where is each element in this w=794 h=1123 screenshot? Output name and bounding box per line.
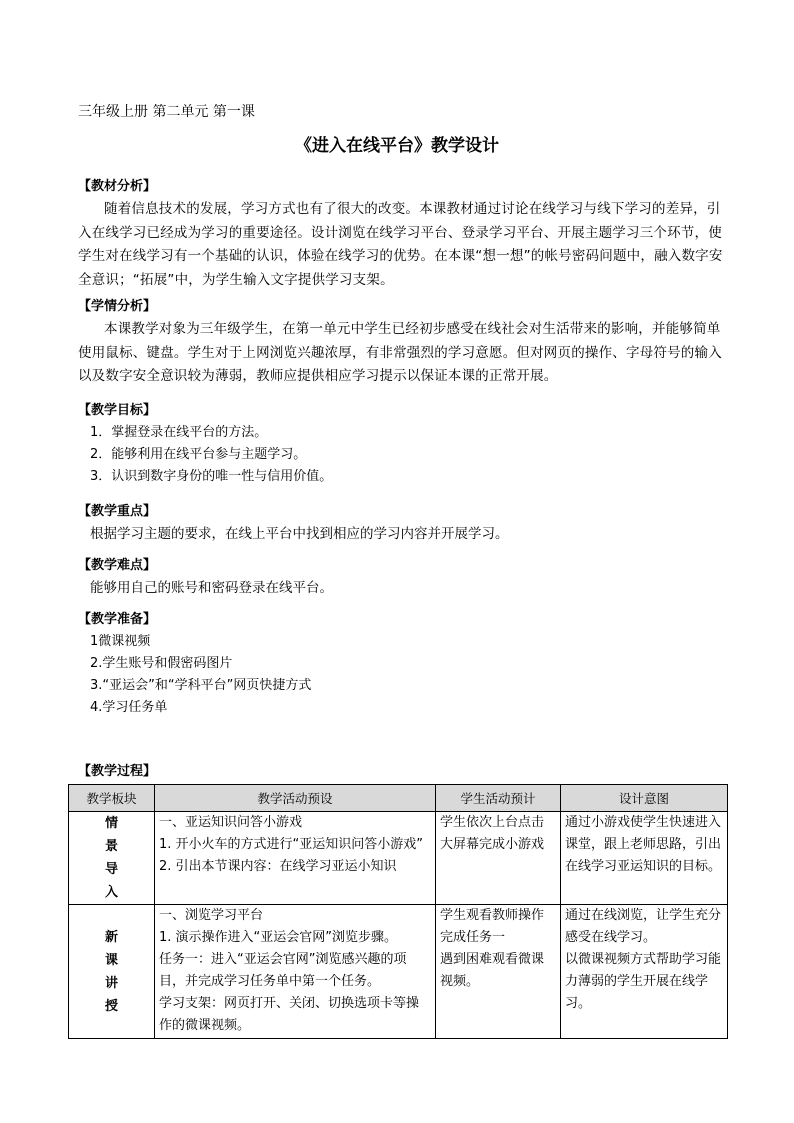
activity-line: 一、浏览学习平台 [159, 908, 264, 923]
list-item: 3.“亚运会”和“学科平台”网页快捷方式 [90, 678, 312, 693]
table-row [69, 905, 728, 1039]
section-heading: 【教学过程】 [78, 764, 157, 779]
section-heading: 【教学重点】 [78, 504, 157, 519]
stage-char: 导 [104, 862, 118, 877]
stage-char: 新 [104, 929, 118, 945]
column-header: 学生活动预计 [436, 785, 561, 812]
section-text: 随着信息技术的发展，学习方式也有了很大的改变。本课教材通过讨论在线学习与线下学习的差异，引入在线学习已经成为学习的重要途径。设计浏览在线学习平台、登录学习平台、开展主题学习三个环节，使学生对在线学习有一个基础的认识，体验在线学习的优势。在本课“想一想”的帐号密码问题中，融入数字安全意识；“拓展”中，为学生输入文字提供学习支架。 [78, 201, 723, 288]
document-title: 《进入在线平台》教学设计 [295, 136, 499, 156]
stage-char: 入 [104, 885, 118, 900]
student-line: 遇到困难观看微课视频。 [440, 952, 545, 989]
list-item: 4.学习任务单 [90, 700, 168, 715]
stage-char: 景 [104, 839, 118, 854]
section-heading: 【教学目标】 [78, 403, 157, 418]
teaching-process-table [68, 784, 728, 1039]
intent-line: 通过小游戏使学生快速进入课堂，跟上老师思路，引出在线学习亚运知识的目标。 [565, 815, 722, 874]
stage-char: 授 [104, 998, 118, 1014]
student-cell [436, 812, 561, 905]
goals-list [78, 422, 726, 488]
list-item: 1．掌握登录在线平台的方法。 [90, 425, 268, 440]
course-line: 三年级上册 第二单元 第一课 [78, 104, 255, 120]
table-row [69, 812, 728, 905]
section-heading: 【教学准备】 [78, 612, 157, 627]
list-item: 2.学生账号和假密码图片 [90, 656, 233, 671]
section-text: 本课教学对象为三年级学生，在第一单元中学生已经初步感受在线社会对生活带来的影响，并能够简单使用鼠标、键盘。学生对于上网浏览兴趣浓厚，有非常强烈的学习意愿。但对网页的操作、字母符号的输入以及数字安全意识较为薄弱，教师应提供相应学习提示以保证本课的正常开展。 [78, 321, 722, 384]
intent-line: 通过在线浏览，让学生充分感受在线学习。 [565, 908, 722, 945]
student-line: 学生观看教师操作 [440, 908, 545, 923]
section-key-points [78, 501, 726, 545]
section-students [78, 296, 726, 389]
activity-line: 学习支架：网页打开、关闭、切换选项卡等操作的微课视频。 [159, 996, 420, 1033]
activity-line: 任务一：进入“亚运会官网”浏览感兴趣的项目，并完成学习任务单中第一个任务。 [159, 952, 407, 989]
activity-cell [155, 812, 436, 905]
section-heading: 【教学难点】 [78, 558, 157, 573]
activity-line: 1. 开小火车的方式进行“亚运知识问答小游戏” [159, 837, 424, 852]
intent-line: 以微课视频方式帮助学习能力薄弱的学生开展在线学习。 [565, 952, 722, 1011]
section-preparation [78, 609, 726, 719]
list-item: 2．能够利用在线平台参与主题学习。 [90, 447, 307, 462]
activity-line: 一、亚运知识问答小游戏 [159, 815, 303, 830]
student-cell [436, 905, 561, 1039]
column-header: 设计意图 [561, 785, 728, 812]
activity-cell [155, 905, 436, 1039]
section-goals [78, 400, 726, 488]
preparation-list [78, 631, 726, 719]
student-line: 完成任务一 [440, 930, 506, 945]
section-difficulties [78, 555, 726, 599]
stage-char: 课 [104, 952, 118, 968]
intent-cell [561, 812, 728, 905]
list-item: 1微课视频 [90, 634, 151, 649]
stage-cell [69, 905, 155, 1039]
section-material [78, 176, 726, 292]
section-heading: 【教材分析】 [78, 179, 157, 194]
section-process [78, 761, 726, 783]
stage-char: 情 [104, 816, 118, 831]
column-header: 教学活动预设 [155, 785, 436, 812]
section-text: 能够用自己的账号和密码登录在线平台。 [90, 580, 333, 596]
activity-line: 2. 引出本节课内容：在线学习亚运小知识 [159, 859, 397, 874]
section-text: 根据学习主题的要求，在线上平台中找到相应的学习内容并开展学习。 [90, 526, 509, 542]
activity-line: 1. 演示操作进入“亚运会官网”浏览步骤。 [159, 930, 398, 945]
table-header-row [69, 785, 728, 812]
stage-char: 讲 [104, 975, 118, 991]
student-line: 学生依次上台点击大屏幕完成小游戏 [440, 815, 545, 852]
stage-cell [69, 812, 155, 905]
section-heading: 【学情分析】 [78, 299, 157, 314]
column-header: 教学板块 [69, 785, 155, 812]
intent-cell [561, 905, 728, 1039]
list-item: 3．认识到数字身份的唯一性与信用价值。 [90, 469, 333, 484]
